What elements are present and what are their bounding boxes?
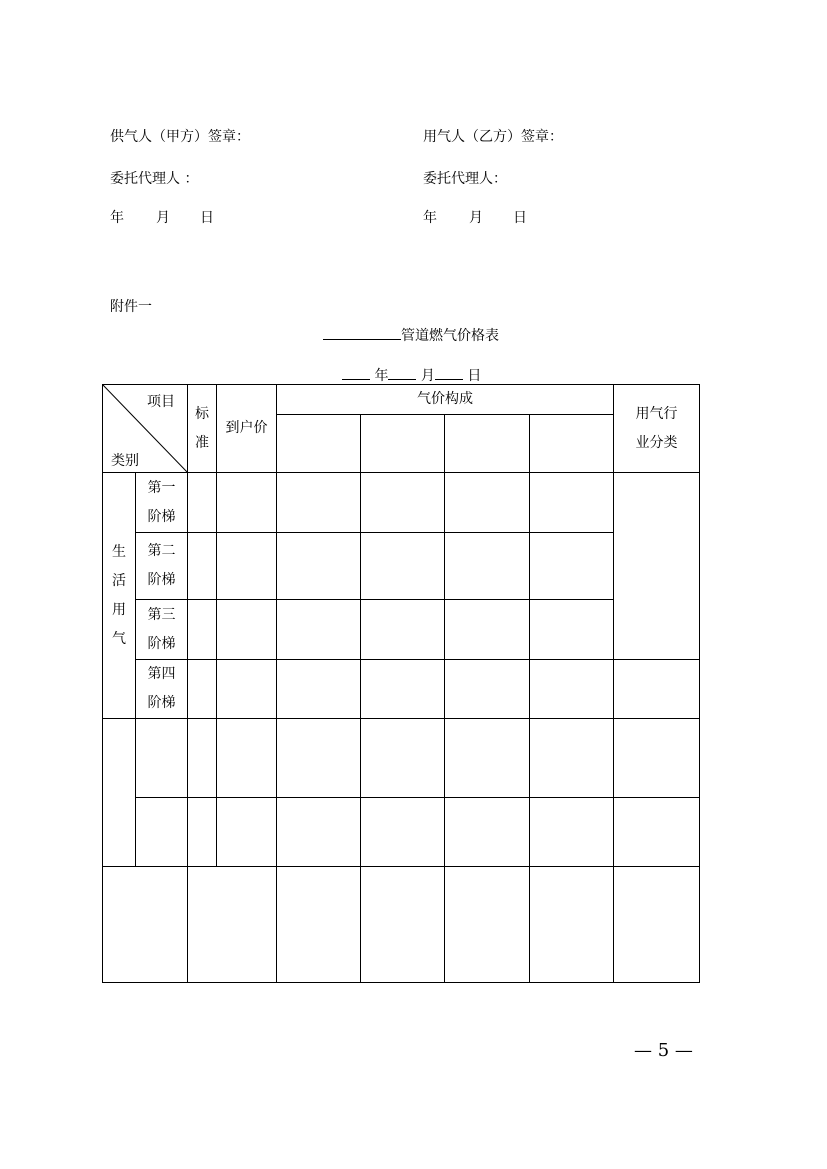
residential-char: 用 (112, 601, 126, 618)
table-cell (277, 600, 361, 660)
table-date (342, 365, 481, 385)
date-day: 日 (513, 210, 527, 226)
table-cell (361, 867, 445, 983)
table-cell (103, 867, 188, 983)
table-cell (188, 660, 217, 719)
composition-cell (277, 415, 361, 473)
table-cell (217, 719, 277, 798)
party-b-agent-label: 委托代理人： (423, 171, 507, 187)
date-day: 日 (467, 368, 482, 384)
table-cell (361, 600, 445, 660)
table-cell (217, 600, 277, 660)
table-row (103, 600, 700, 660)
price-table-title (323, 325, 499, 345)
date-month: 月 (156, 210, 170, 226)
table-row (103, 533, 700, 600)
party-b-date (423, 207, 527, 227)
tier-line1: 第三 (147, 606, 176, 623)
header-item: 项目 (147, 394, 175, 410)
title-text: 管道燃气价格表 (401, 328, 499, 344)
table-cell (530, 660, 614, 719)
table-cell (445, 867, 530, 983)
table-cell (445, 660, 530, 719)
table-cell (188, 719, 217, 798)
year-blank-line (342, 366, 370, 380)
tier-line1: 第二 (147, 543, 176, 559)
header-category: 类别 (111, 453, 139, 469)
table-cell (445, 719, 530, 798)
tier-line2: 阶梯 (147, 695, 176, 711)
composition-cell (445, 415, 530, 473)
table-cell (614, 660, 700, 719)
table-cell (361, 719, 445, 798)
table-cell (361, 798, 445, 867)
day-blank-line (435, 366, 463, 380)
composition-cell (530, 415, 614, 473)
table-cell (277, 798, 361, 867)
table-cell (445, 798, 530, 867)
title-blank-line (323, 326, 401, 340)
table-cell (277, 867, 361, 983)
residential-char: 气 (112, 630, 126, 647)
header-industry-line1: 用气行 (635, 405, 678, 422)
table-cell (103, 719, 136, 867)
header-standard-line2: 准 (195, 434, 209, 451)
date-year: 年 (110, 210, 124, 226)
table-cell (361, 473, 445, 533)
table-row (103, 719, 700, 798)
attachment-label: 附件一 (110, 299, 152, 315)
table-cell (530, 867, 614, 983)
table-cell (277, 719, 361, 798)
date-year: 年 (374, 368, 389, 384)
table-cell (217, 660, 277, 719)
date-month: 月 (469, 210, 483, 226)
table-cell (530, 533, 614, 600)
gas-price-table (102, 384, 700, 983)
party-a-signature-label: 供气人（甲方）签章： (110, 129, 250, 145)
table-cell (217, 533, 277, 600)
residential-char: 生 (112, 543, 126, 560)
table-cell (188, 867, 277, 983)
table-cell (188, 798, 217, 867)
tier-label (136, 473, 188, 533)
table-cell (614, 473, 700, 660)
page-number: — 5 — (634, 1040, 693, 1061)
residential-char: 活 (112, 572, 126, 589)
table-cell (614, 867, 700, 983)
header-industry-line2: 业分类 (635, 434, 678, 451)
table-cell (445, 533, 530, 600)
tier-line2: 阶梯 (147, 508, 176, 525)
date-year: 年 (423, 210, 437, 226)
tier-line2: 阶梯 (147, 635, 176, 652)
table-row (103, 660, 700, 719)
table-cell (445, 473, 530, 533)
tier-line1: 第四 (147, 666, 176, 682)
party-a-date (110, 207, 214, 227)
table-cell (136, 719, 188, 798)
header-diagonal-cell (103, 385, 188, 473)
party-b-signature-label: 用气人（乙方）签章： (423, 129, 563, 145)
table-cell (530, 798, 614, 867)
table-row (103, 867, 700, 983)
tier-label (136, 600, 188, 660)
header-gas-price-composition: 气价构成 (277, 385, 614, 415)
table-cell (217, 473, 277, 533)
tier-line1: 第一 (147, 479, 176, 496)
table-cell (530, 719, 614, 798)
residential-gas-label (103, 473, 136, 719)
table-cell (277, 473, 361, 533)
month-blank-line (388, 366, 416, 380)
table-row (103, 473, 700, 533)
header-door-price: 到户价 (217, 385, 277, 473)
tier-label (136, 660, 188, 719)
table-cell (188, 533, 217, 600)
table-cell (530, 600, 614, 660)
table-cell (188, 600, 217, 660)
header-industry-category (614, 385, 700, 473)
table-cell (530, 473, 614, 533)
date-day: 日 (200, 210, 214, 226)
party-a-agent-label: 委托代理人 ： (110, 171, 199, 187)
table-row (103, 798, 700, 867)
table-cell (277, 533, 361, 600)
table-cell (361, 660, 445, 719)
table-cell (217, 798, 277, 867)
tier-label (136, 533, 188, 600)
table-cell (188, 473, 217, 533)
table-cell (614, 719, 700, 798)
composition-cell (361, 415, 445, 473)
table-cell (445, 600, 530, 660)
header-standard (188, 385, 217, 473)
table-cell (614, 798, 700, 867)
date-month: 月 (420, 368, 435, 384)
table-cell (277, 660, 361, 719)
table-cell (136, 798, 188, 867)
table-cell (361, 533, 445, 600)
tier-line2: 阶梯 (147, 572, 176, 588)
header-standard-line1: 标 (195, 405, 209, 422)
